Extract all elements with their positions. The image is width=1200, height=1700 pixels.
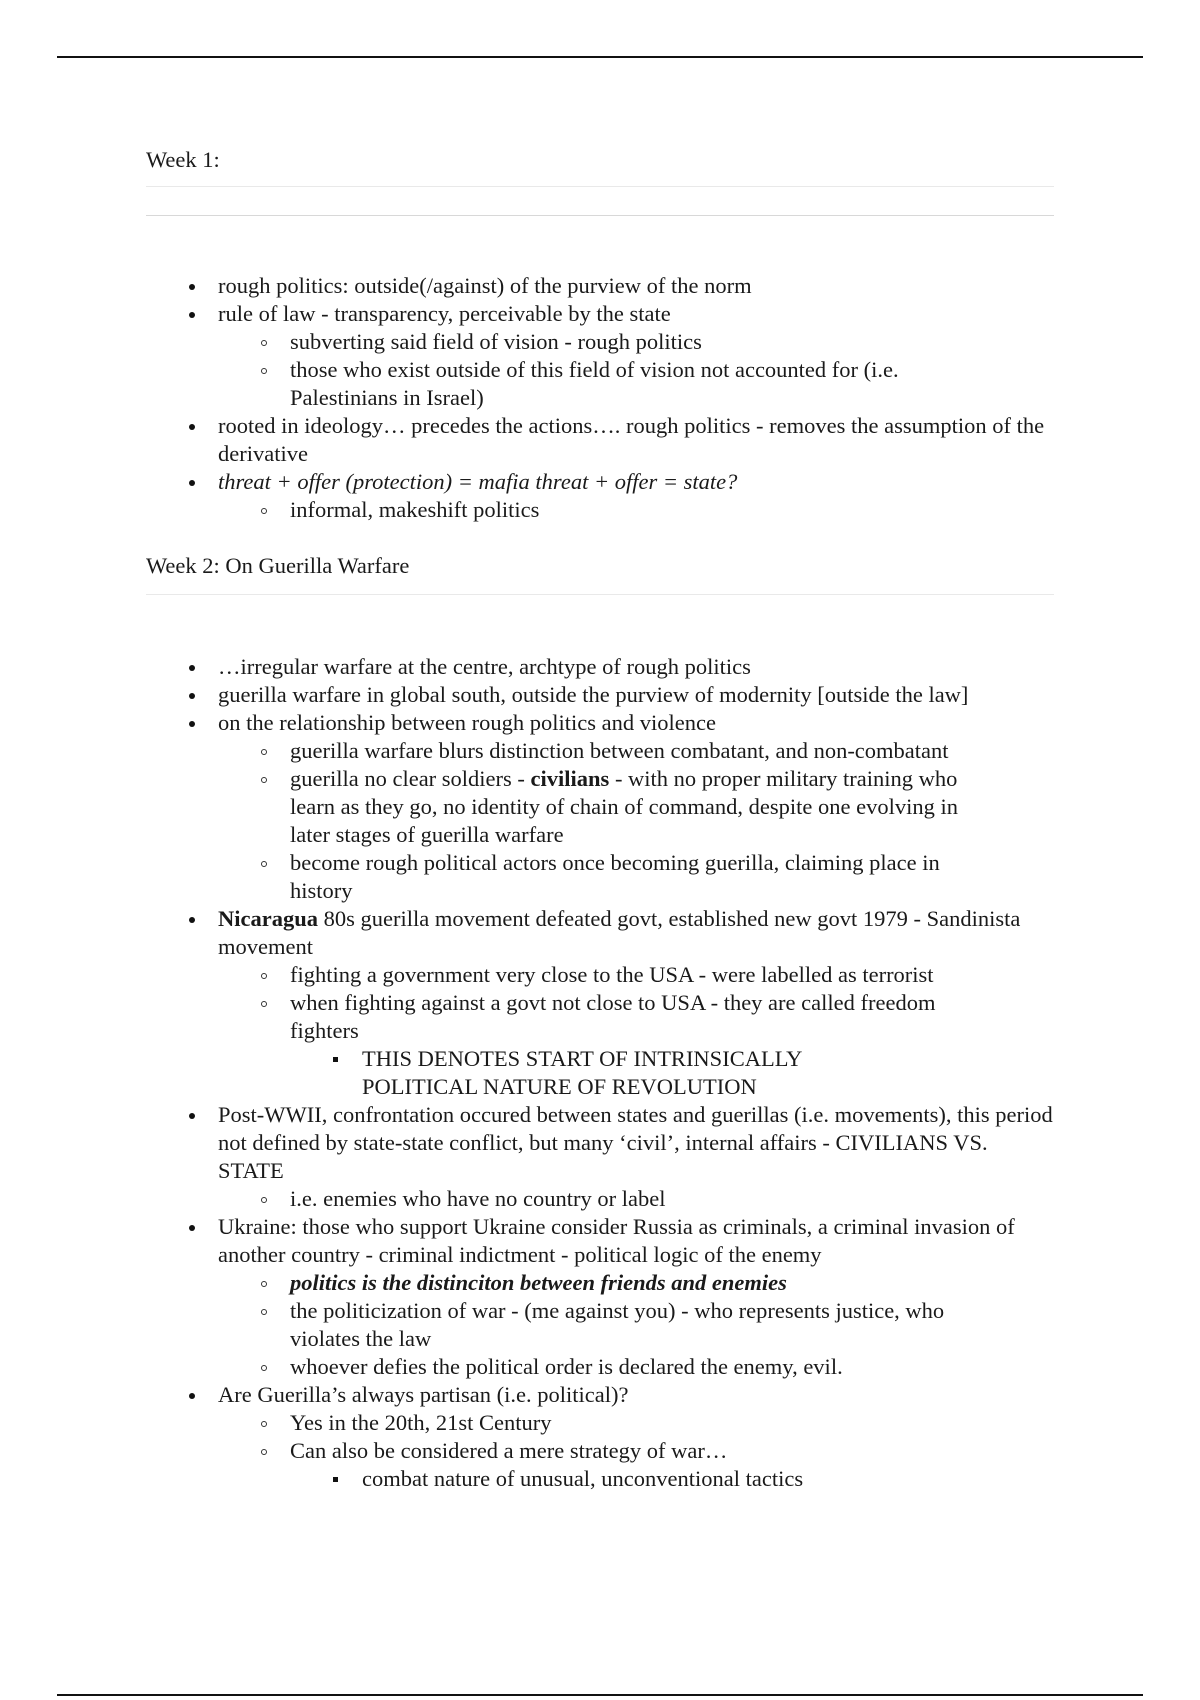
list-item: subverting said field of vision - rough politics <box>290 329 702 354</box>
list-item: Are Guerilla’s always partisan (i.e. political)? Yes in the 20th, 21st Century Can also be considered a mere strategy of war… combat nature of unusual, unconventional tactics <box>146 1381 1056 1493</box>
list-item: rule of law - transparency, perceivable by the state subverting said field of vision - rough politics those who exist outside of this field of vision not accounted for (i.e. Palestinians in Israel) <box>146 300 1056 412</box>
list-item: those who exist outside of this field of vision not accounted for (i.e. Palestinians in Israel) <box>290 357 899 410</box>
list-item: fighting a government very close to the USA - were labelled as terrorist <box>290 962 934 987</box>
list-item: whoever defies the political order is declared the enemy, evil. <box>290 1354 843 1379</box>
list-item: threat + offer (protection) = mafia threat + offer = state? informal, makeshift politics <box>146 468 1056 524</box>
list-item: the politicization of war - (me against you) - who represents justice, who violates the law <box>290 1298 945 1351</box>
list-item: guerilla warfare in global south, outside the purview of modernity [outside the law] <box>218 682 969 707</box>
list-item: informal, makeshift politics <box>290 497 540 522</box>
list-item: Can also be considered a mere strategy of war… combat nature of unusual, unconventional tactics <box>218 1437 984 1493</box>
list-item: become rough political actors once becoming guerilla, claiming place in history <box>290 850 940 903</box>
list-item: politics is the distinciton between friends and enemies <box>290 1270 787 1295</box>
page-bottom-rule <box>57 1694 1143 1696</box>
list-item: THIS DENOTES START OF INTRINSICALLY POLITICAL NATURE OF REVOLUTION <box>362 1046 802 1099</box>
list-item: Post-WWII, confrontation occured between states and guerillas (i.e. movements), this period not defined by state-state conflict, but many ‘civil’, internal affairs - CIVILIANS VS. STATE i.e. enemies who have no country or label <box>218 1102 1053 1211</box>
list-item: combat nature of unusual, unconventional tactics <box>362 1466 804 1491</box>
list-item: Yes in the 20th, 21st Century <box>290 1410 552 1435</box>
list-item: rough politics: outside(/against) of the purview of the norm <box>218 273 752 298</box>
week1-heading: Week 1: <box>146 147 220 172</box>
list-item: Ukraine: those who support Ukraine consider Russia as criminals, a criminal invasion of another country - criminal indictment - political logic of the enemy politics is the distinciton between friends and enemies the politicization of war - (me against you) - who represents justice, who violates the law whoever defies the political order is declared the enemy, evil. <box>218 1214 1015 1379</box>
week2-list <box>146 653 1056 1493</box>
week2-heading: Week 2: On Guerilla Warfare <box>146 553 410 578</box>
list-item: rooted in ideology… precedes the actions…. rough politics - removes the assumption of the derivative <box>218 413 1045 466</box>
week1-list <box>146 272 1056 524</box>
page-top-rule <box>57 56 1143 58</box>
document-body <box>146 146 1056 1493</box>
list-item: guerilla warfare blurs distinction between combatant, and non-combatant <box>290 738 949 763</box>
list-item: i.e. enemies who have no country or label <box>290 1186 666 1211</box>
list-item: on the relationship between rough politics and violence guerilla warfare blurs distinction between combatant, and non-combatant guerilla no clear soldiers - civilians - with no proper military training who learn as they go, no identity of chain of command, despite one evolving in later stages of guerilla warfare become rough political actors once becoming guerilla, claiming place in history <box>146 709 1056 905</box>
list-item: …irregular warfare at the centre, archtype of rough politics <box>218 654 751 679</box>
list-item: Nicaragua 80s guerilla movement defeated govt, established new govt 1979 - Sandinista movement fighting a government very close to the USA - were labelled as terrorist when fighting against a govt not close to USA - they are called freedom fighters THIS DENOTES START OF INTRINSICALLY POLITICAL NATURE OF REVOLUTION <box>218 906 1021 1099</box>
list-item: when fighting against a govt not close to USA - they are called freedom fighters THIS DENOTES START OF INTRINSICALLY POLITICAL NATURE OF REVOLUTION <box>290 990 936 1099</box>
list-item: guerilla no clear soldiers - civilians - with no proper military training who learn as they go, no identity of chain of command, despite one evolving in later stages of guerilla warfare <box>290 766 958 847</box>
